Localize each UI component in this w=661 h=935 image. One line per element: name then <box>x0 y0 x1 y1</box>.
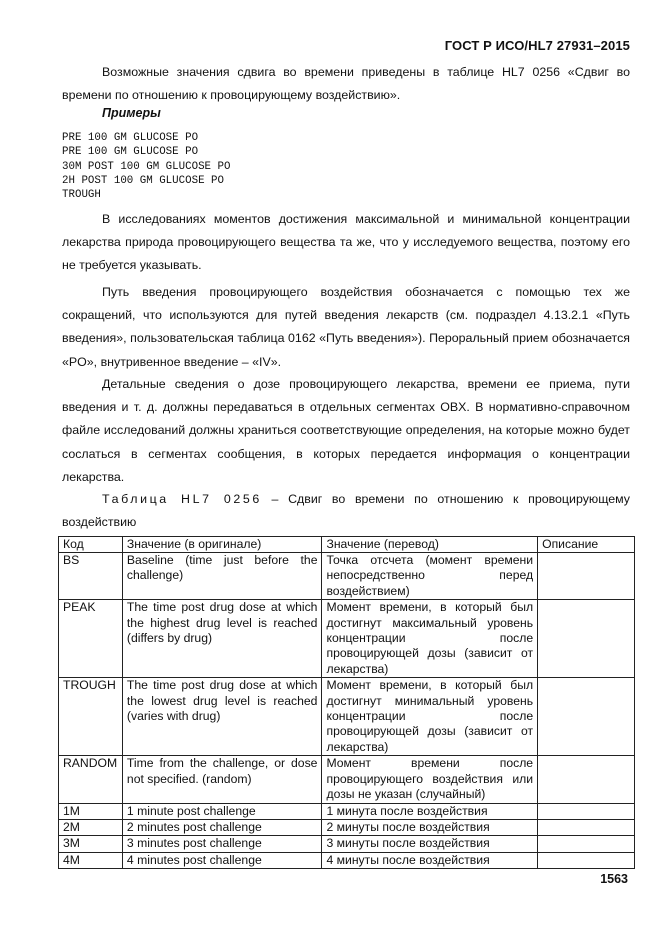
table-caption-label: Таблица HL7 0256 <box>102 492 262 506</box>
table-row <box>59 600 635 678</box>
cell-description <box>538 600 635 678</box>
cell-code: 2M <box>59 819 123 835</box>
cell-description <box>538 756 635 803</box>
cell-code: 3M <box>59 836 123 852</box>
cell-description <box>538 678 635 756</box>
header-description: Описание <box>538 537 635 553</box>
cell-code: RANDOM <box>59 756 123 803</box>
examples-code: PRE 100 GM GLUCOSE PO PRE 100 GM GLUCOSE PO 30M POST 100 GM GLUCOSE PO 2H POST 100 GM GLUCOSE PO TROUGH <box>62 132 231 202</box>
table-row <box>59 852 635 868</box>
cell-original: Baseline (time just before the challenge) <box>122 553 322 600</box>
cell-translation: Момент времени, в который был достигнут минимальный уровень концентрации после провоцирующей дозы (зависит от лекарства) <box>322 678 538 756</box>
table-row <box>59 756 635 803</box>
cell-original: Time from the challenge, or dose not specified. (random) <box>122 756 322 803</box>
cell-code: PEAK <box>59 600 123 678</box>
cell-original: The time post drug dose at which the highest drug level is reached (differs by drug) <box>122 600 322 678</box>
table-row <box>59 836 635 852</box>
cell-translation: Точка отсчета (момент времени непосредственно перед воздействием) <box>322 553 538 600</box>
cell-description <box>538 803 635 819</box>
cell-original: 2 minutes post challenge <box>122 819 322 835</box>
cell-translation: 4 минуты после воздействия <box>322 852 538 868</box>
cell-description <box>538 553 635 600</box>
cell-code: 4M <box>59 852 123 868</box>
table-caption-text: – Сдвиг во времени по отношению к провоцирующему воздействию <box>62 492 630 529</box>
cell-translation: Момент времени после провоцирующего воздействия или дозы не указан (случайный) <box>322 756 538 803</box>
cell-translation: 2 минуты после воздействия <box>322 819 538 835</box>
paragraph-route: Путь введения провоцирующего воздействия обозначается с помощью тех же сокращений, что используются для путей введения лекарств (см. подраздел 4.13.2.1 «Путь введения», пользовательская таблица 0162 «Путь введения»). Пероральный прием обозначается «PO», внутривенное введение – «IV». <box>62 285 630 369</box>
challenge-time-table <box>58 536 635 869</box>
cell-description <box>538 836 635 852</box>
table-row <box>59 553 635 600</box>
cell-translation: 1 минута после воздействия <box>322 803 538 819</box>
cell-original: The time post drug dose at which the lowest drug level is reached (varies with drug) <box>122 678 322 756</box>
cell-translation: Момент времени, в который был достигнут максимальный уровень концентрации после провоцирующей дозы (зависит от лекарства) <box>322 600 538 678</box>
cell-original: 3 minutes post challenge <box>122 836 322 852</box>
standard-header: ГОСТ Р ИСО/HL7 27931–2015 <box>444 38 630 53</box>
table-row <box>59 819 635 835</box>
table-row <box>59 803 635 819</box>
cell-code: 1M <box>59 803 123 819</box>
header-original: Значение (в оригинале) <box>122 537 322 553</box>
table-row <box>59 678 635 756</box>
paragraph-dose-details: Детальные сведения о дозе провоцирующего лекарства, времени ее приема, пути введения и т. д. должны передаваться в отдельных сегментах OBX. В нормативно-справочном файле исследований должны храниться соответствующие определения, на которые можно будет сослаться в сегментах сообщения, в которых передается информация о концентрации лекарства. <box>62 377 630 484</box>
cell-description <box>538 852 635 868</box>
cell-original: 4 minutes post challenge <box>122 852 322 868</box>
cell-description <box>538 819 635 835</box>
page-number: 1563 <box>600 872 628 886</box>
examples-title: Примеры <box>102 106 161 120</box>
header-code: Код <box>59 537 123 553</box>
cell-code: BS <box>59 553 123 600</box>
cell-translation: 3 минуты после воздействия <box>322 836 538 852</box>
paragraph-peak-trough: В исследованиях моментов достижения максимальной и минимальной концентрации лекарства природа провоцирующего вещества та же, что у исследуемого вещества, поэтому его не требуется указывать. <box>62 212 630 273</box>
paragraph-intro: Возможные значения сдвига во времени приведены в таблице HL7 0256 «Сдвиг во времени по отношению к провоцирующему воздействию». <box>62 65 630 103</box>
cell-code: TROUGH <box>59 678 123 756</box>
table-caption <box>62 488 630 534</box>
table-header-row <box>59 537 635 553</box>
cell-original: 1 minute post challenge <box>122 803 322 819</box>
header-translation: Значение (перевод) <box>322 537 538 553</box>
